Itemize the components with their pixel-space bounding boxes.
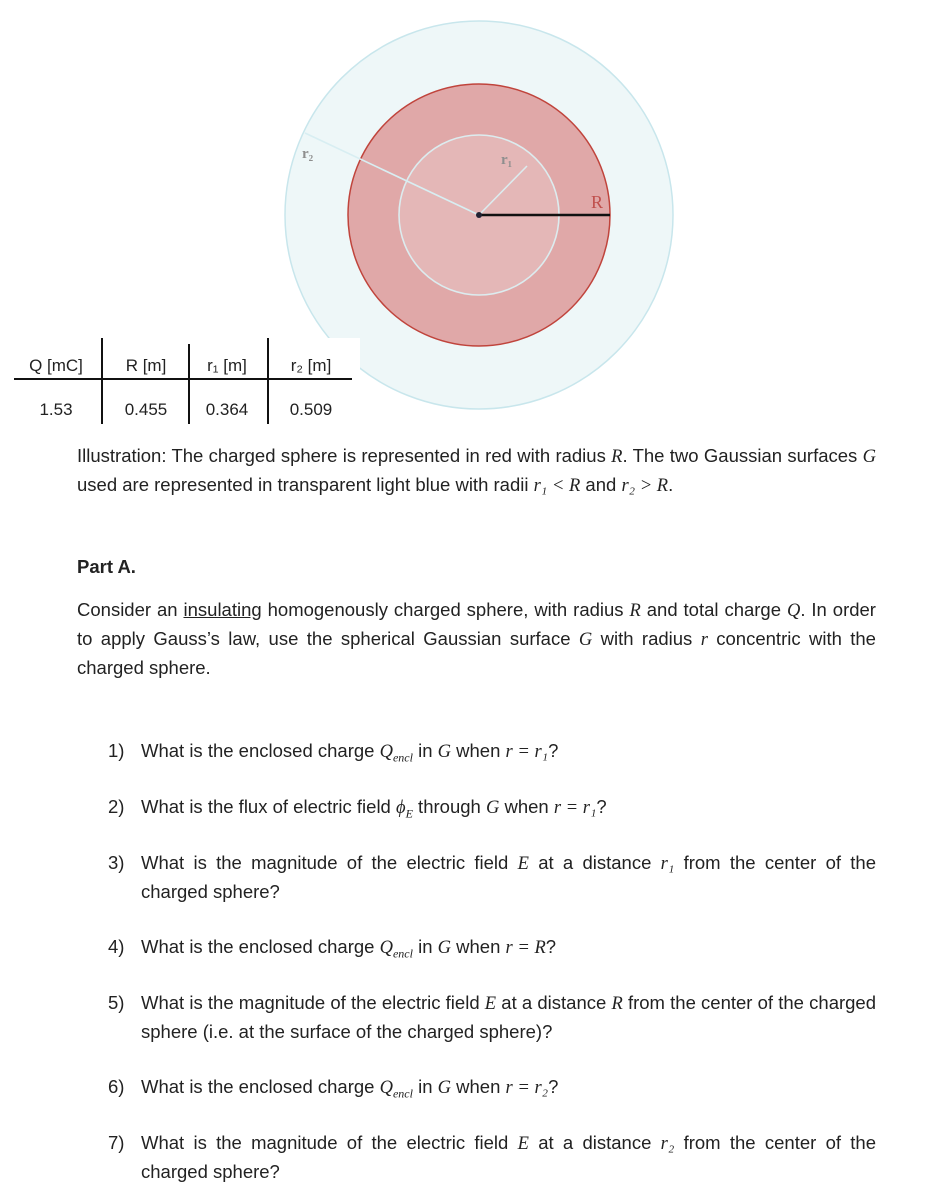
question-6: 6) What is the enclosed charge $Q_{encl}$ in G when r = r₂? (108, 1076, 559, 1101)
label-r2: r₂ (302, 146, 314, 162)
part-a-heading: Part A. (77, 556, 136, 577)
value-R: 0.455 (124, 400, 168, 419)
question-2: 2) What is the flux of electric field $\phi_E$ through G when r = r₁? (108, 796, 607, 821)
question-5: 5) What is the magnitude of the electric field E at a distance R from the center of the charged sphere (i.e. at the surface of the charged sphere)? (108, 992, 877, 1042)
value-Q: 1.53 (39, 400, 73, 419)
illustration-caption: Illustration: The charged sphere is represented in red with radius R. The two Gaussian surfaces G used are represented in transparent light blue with radii r₁ < R and r₂ > R. (77, 445, 876, 496)
table-divider-3 (267, 338, 269, 424)
header-r1: r₁ [m] (207, 356, 247, 375)
label-R: R (591, 192, 604, 212)
value-r2: 0.509 (289, 400, 333, 419)
table-divider-1 (101, 338, 103, 424)
table-header-rule (14, 378, 352, 380)
header-Q: Q [mC] (29, 356, 83, 375)
header-r2: r₂ [m] (290, 356, 332, 375)
part-a-intro: Consider an insulating homogenously charged sphere, with radius R and total charge Q. In order to apply Gauss’s law, use the spherical Gaussian surface G with radius r concentric with the charged sphere. (77, 599, 876, 678)
question-4: 4) What is the enclosed charge $Q_{encl}$ in G when r = R? (108, 936, 557, 961)
parameter-table (14, 338, 360, 424)
header-R: R [m] (125, 356, 167, 375)
value-r1: 0.364 (205, 400, 249, 419)
question-1: 1) What is the enclosed charge $Q_{encl}$ in G when r = r₁? (108, 740, 559, 765)
question-7: 7) What is the magnitude of the electric field E at a distance r₂ from the center of the charged sphere? (108, 1132, 877, 1182)
center-dot (476, 212, 482, 218)
question-3: 3) What is the magnitude of the electric field E at a distance r₁ from the center of the charged sphere? (108, 852, 877, 902)
label-r1: r₁ (501, 152, 513, 168)
